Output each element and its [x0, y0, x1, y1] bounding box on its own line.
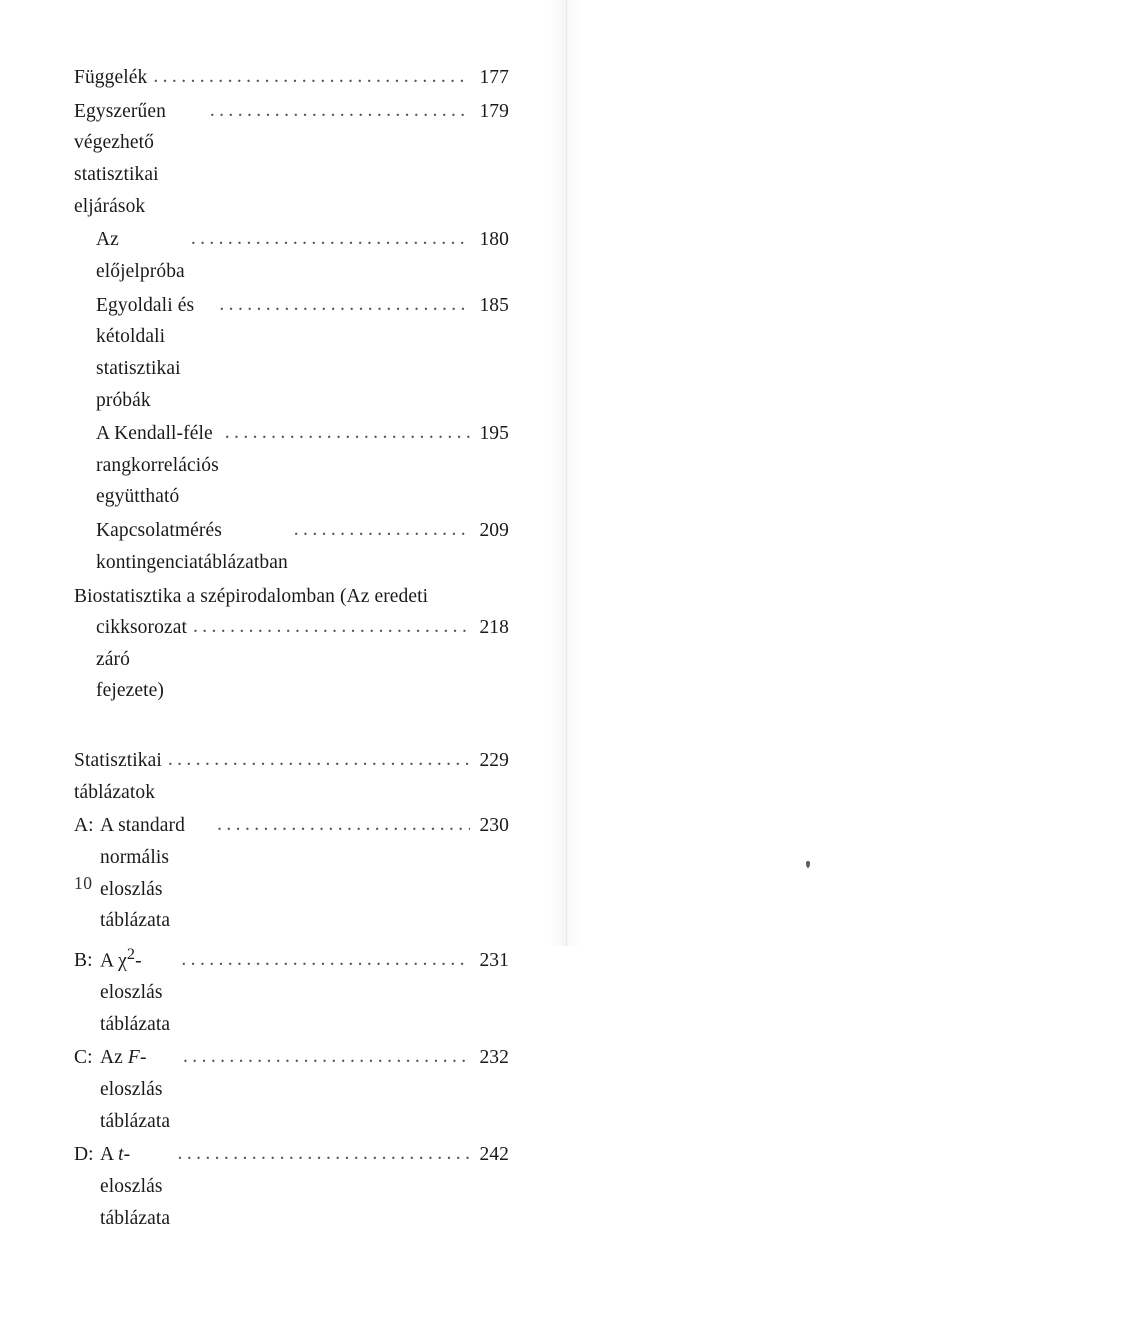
- toc-page-number: 209: [479, 520, 509, 542]
- toc-page-number: 179: [479, 100, 509, 122]
- toc-entry[interactable]: [74, 1042, 509, 1137]
- toc-entry[interactable]: [74, 745, 509, 808]
- toc-entry-label: Egyszerűen végezhető statisztikai eljárások: [74, 100, 171, 217]
- toc-entry-key: A:: [74, 815, 94, 837]
- toc-dot-leader: [153, 61, 470, 93]
- toc-dot-leader: [294, 514, 470, 546]
- toc-group: [74, 62, 509, 707]
- toc-entry-label: A $\chi^2$-eloszlás táblázata: [100, 944, 171, 1035]
- toc-page-number: 229: [479, 750, 509, 771]
- toc-page-number: 218: [479, 617, 509, 639]
- toc-entry-key: B:: [74, 950, 93, 972]
- toc-entry-label: Az F-eloszlás táblázata: [100, 1047, 171, 1132]
- toc-entry-key: D:: [74, 1144, 94, 1166]
- toc-entry[interactable]: [74, 290, 509, 416]
- toc-entry-label: Függelék: [74, 67, 148, 88]
- toc-dot-leader: [178, 1138, 470, 1170]
- toc-entry-line1: Biostatisztika a szépirodalomban (Az eredeti: [74, 585, 429, 607]
- toc-entry-label: cikksorozat záró fejezete): [96, 617, 192, 702]
- toc-page-number: 230: [479, 815, 509, 837]
- toc-page-number: 180: [479, 229, 509, 251]
- toc-entry[interactable]: [74, 939, 509, 1040]
- toc-entry[interactable]: [74, 96, 509, 222]
- toc-entry-label: Statisztikai táblázatok: [74, 750, 167, 803]
- toc-page-number: 195: [479, 423, 509, 445]
- toc-dot-leader: [168, 744, 470, 776]
- toc-dot-leader: [191, 223, 470, 255]
- toc-dot-leader: [217, 809, 470, 841]
- toc-dot-leader: [183, 1041, 470, 1073]
- toc-page-number: 177: [479, 67, 509, 88]
- right-page: [566, 0, 1127, 946]
- toc-page-number: 232: [479, 1047, 509, 1069]
- toc-dot-leader: [219, 289, 470, 321]
- toc-entry-label: A Kendall-féle rangkorrelációs együttható: [96, 423, 224, 508]
- toc-entry[interactable]: [74, 581, 509, 707]
- toc-entry[interactable]: [74, 515, 509, 578]
- toc-dot-leader: [225, 417, 470, 449]
- toc-group: [74, 745, 509, 1234]
- toc-entry-label: Kapcsolatmérés kontingenciatáblázatban: [96, 520, 288, 573]
- toc-dot-leader: [193, 611, 470, 643]
- toc-page-number: 231: [479, 950, 509, 972]
- toc-entry-label: Egyoldali és kétoldali statisztikai próbák: [96, 294, 200, 411]
- toc-page-number: 242: [479, 1144, 509, 1166]
- page-number-left: 10: [74, 873, 93, 893]
- left-page: [0, 0, 566, 1229]
- toc-entry-label: Az előjelpróba: [96, 229, 185, 282]
- toc-entry[interactable]: [74, 810, 509, 936]
- table-of-contents: [74, 62, 509, 1236]
- toc-entry[interactable]: [74, 62, 509, 94]
- toc-entry-label: A standard normális eloszlás táblázata: [100, 815, 190, 932]
- toc-entry[interactable]: [74, 1139, 509, 1234]
- toc-dot-leader: [210, 95, 470, 127]
- toc-entry[interactable]: [74, 418, 509, 513]
- toc-entry[interactable]: [74, 224, 509, 287]
- toc-entry-key: C:: [74, 1047, 93, 1069]
- toc-entry-label: A t-eloszlás táblázata: [100, 1144, 171, 1229]
- toc-page-number: 185: [479, 294, 509, 316]
- toc-dot-leader: [181, 944, 470, 976]
